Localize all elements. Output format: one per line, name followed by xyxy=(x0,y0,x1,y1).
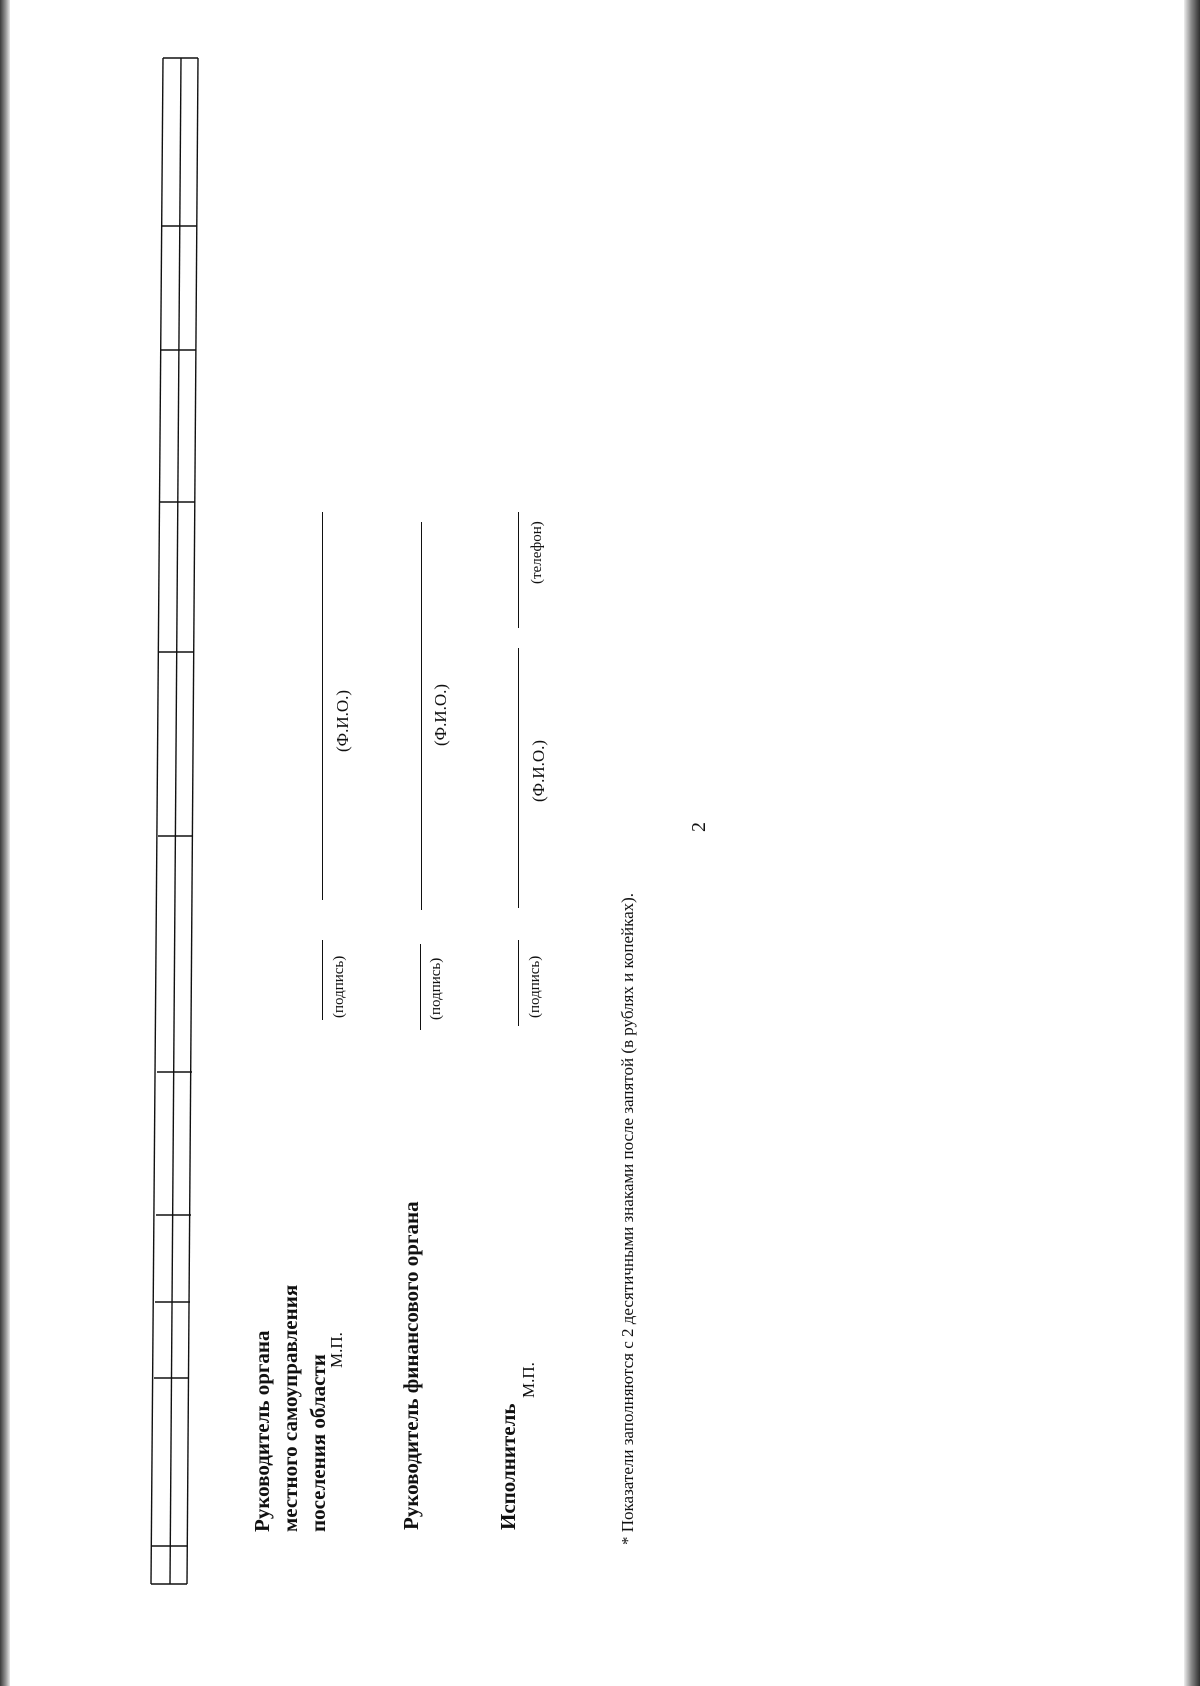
head-local-gov-title-line-2: местного самоуправления xyxy=(278,1284,302,1532)
head-finance-signature-caption: (подпись) xyxy=(428,957,444,1020)
executor-phone-line xyxy=(518,512,519,628)
page-number: 2 xyxy=(688,822,710,832)
executor-seal: М.П. xyxy=(519,1362,538,1398)
head-finance-name-caption: (Ф.И.О.) xyxy=(431,683,450,746)
head-local-gov-title-line-3: поселения области xyxy=(306,1354,330,1532)
executor-phone-caption: (телефон) xyxy=(529,521,545,584)
head-finance-title: Руководитель финансового органа xyxy=(399,1201,423,1530)
head-finance-signature-line xyxy=(420,944,421,1030)
head-local-gov-name-caption: (Ф.И.О.) xyxy=(333,689,352,752)
table-border-right xyxy=(187,58,198,1584)
executor-title: Исполнитель xyxy=(496,1403,520,1530)
footnote: * Показатели заполняются с 2 десятичными знаками после запятой (в рублях и копейках). xyxy=(618,892,637,1545)
executor-signature-line xyxy=(518,940,519,1026)
table-border-left xyxy=(151,58,163,1584)
head-local-gov-title-line-1: Руководитель органа xyxy=(250,1330,274,1532)
head-local-gov-signature-caption: (подпись) xyxy=(331,955,347,1018)
table-rule-inner xyxy=(170,58,181,1584)
executor-name-line xyxy=(518,648,519,908)
head-local-gov-signature-line xyxy=(322,940,323,1020)
head-local-gov-seal: М.П. xyxy=(327,1332,346,1368)
head-finance-name-line xyxy=(421,522,422,910)
executor-signature-caption: (подпись) xyxy=(527,955,543,1018)
executor-name-caption: (Ф.И.О.) xyxy=(529,739,548,802)
head-local-gov-name-line xyxy=(322,512,323,900)
